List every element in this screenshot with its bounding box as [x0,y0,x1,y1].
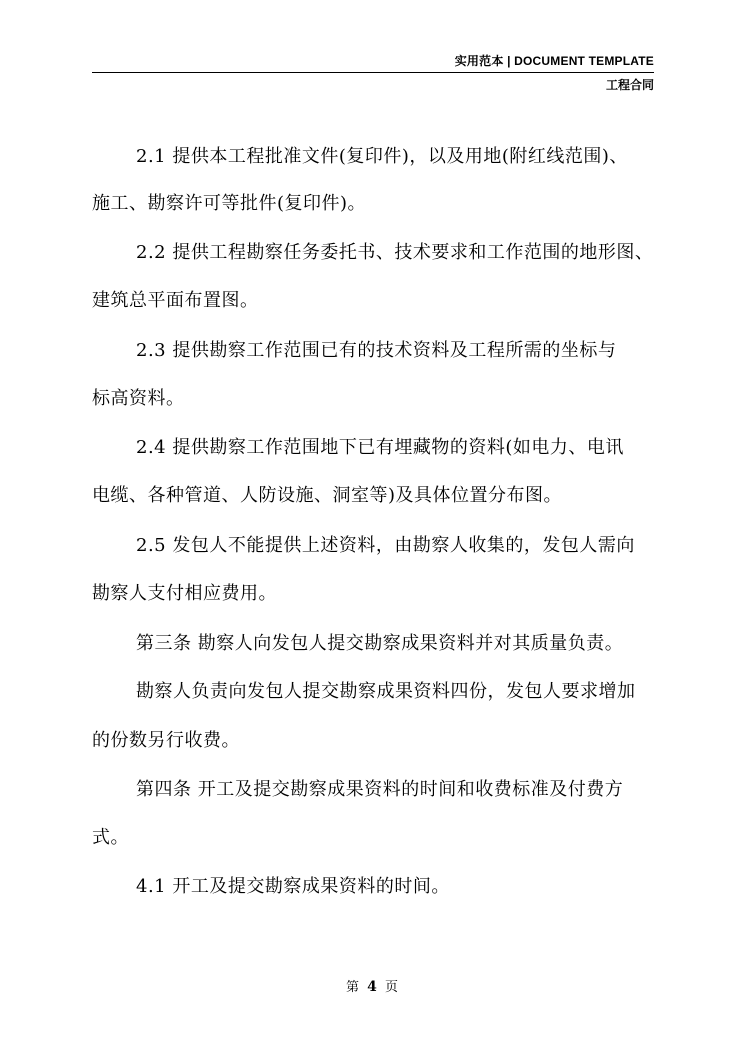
body-line-4: 建筑总平面布置图。 [92,290,259,311]
body-line-1: 2.1 提供本工程批准文件(复印件)，以及用地(附红线范围)、 [136,146,628,167]
body-line-7: 2.4 提供勘察工作范围地下已有埋藏物的资料(如电力、电讯 [136,437,624,458]
header-subtitle: 工程合同 [605,78,654,92]
body-line-14: 第四条 开工及提交勘察成果资料的时间和收费标准及付费方 [136,779,624,800]
body-line-12: 勘察人负责向发包人提交勘察成果资料四份，发包人要求增加 [136,681,636,702]
body-line-11: 第三条 勘察人向发包人提交勘察成果资料并对其质量负责。 [136,633,624,654]
footer-suffix: 页 [385,980,399,995]
body-line-5: 2.3 提供勘察工作范围已有的技术资料及工程所需的坐标与 [136,340,617,361]
body-line-6: 标高资料。 [92,388,185,409]
body-line-16: 4.1 开工及提交勘察成果资料的时间。 [136,876,450,897]
footer-prefix: 第 [345,980,359,995]
body-line-3: 2.2 提供工程勘察任务委托书、技术要求和工作范围的地形图、 [136,242,654,263]
body-line-15: 式。 [92,827,129,848]
header-title: 实用范本 | DOCUMENT TEMPLATE [454,54,654,68]
header-divider [92,72,654,73]
body-line-2: 施工、勘察许可等批件(复印件)。 [92,193,367,214]
body-line-10: 勘察人支付相应费用。 [92,583,277,604]
page-number: 4 [367,979,377,995]
body-line-13: 的份数另行收费。 [92,730,240,751]
body-line-8: 电缆、各种管道、人防设施、洞室等)及具体位置分布图。 [92,485,563,506]
page-footer [0,976,744,995]
body-line-9: 2.5 发包人不能提供上述资料，由勘察人收集的，发包人需向 [136,535,635,556]
